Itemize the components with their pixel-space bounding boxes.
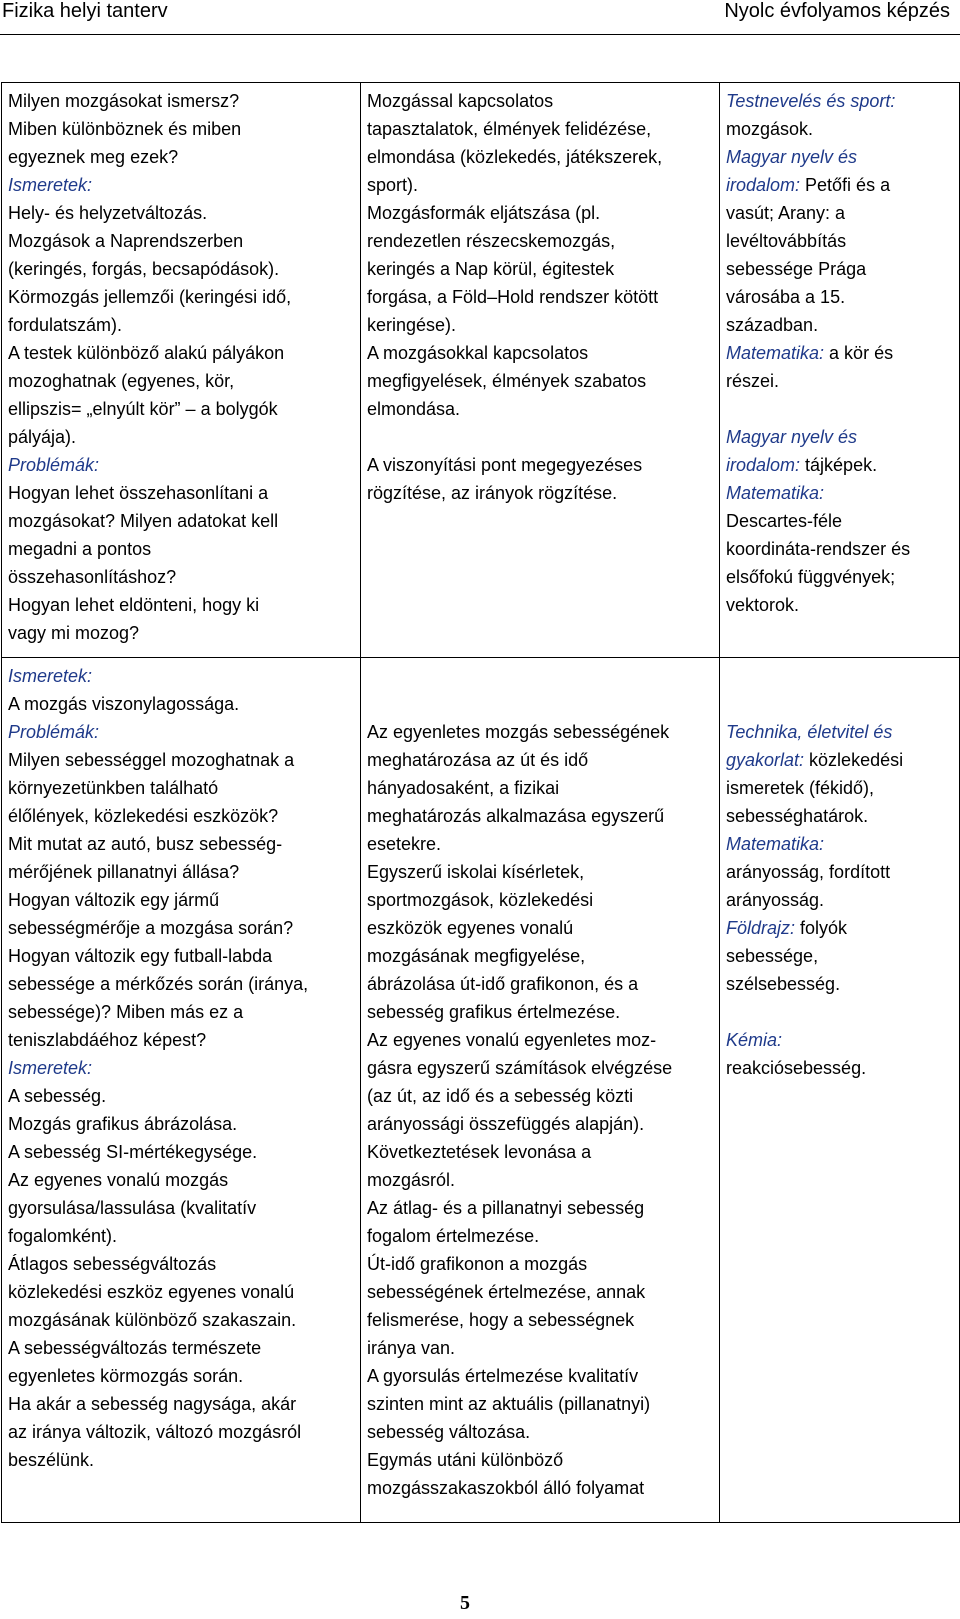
- text-line: Hogyan lehet eldönteni, hogy ki: [8, 595, 260, 615]
- text-line: mozgásról.: [367, 1170, 456, 1190]
- text-line: A viszonyítási pont megegyezéses: [367, 455, 643, 475]
- text-line: szélsebesség.: [726, 974, 841, 994]
- text-line: Átlagos sebességváltozás: [8, 1254, 217, 1274]
- subject-label: Matematika:: [726, 343, 825, 363]
- text-line: sportmozgások, közlekedési: [367, 890, 594, 910]
- text-line: [367, 662, 713, 690]
- text-line: Hogyan változik egy futball-labda: [8, 946, 273, 966]
- text-line: A gyorsulás értelmezése kvalitatív: [367, 1366, 639, 1386]
- text-line: sebesség grafikus értelmezése.: [367, 1002, 621, 1022]
- subject-label: irodalom:: [726, 175, 801, 195]
- text-line: A sebesség SI-mértékegysége.: [8, 1142, 258, 1162]
- text-line: A mozgás viszonylagossága.: [8, 694, 240, 714]
- text-line: [726, 746, 953, 774]
- text-line: gásra egyszerű számítások elvégzése: [367, 1058, 673, 1078]
- text-line: Ha akár a sebesség nagysága, akár: [8, 1394, 297, 1414]
- text-line: Mozgás grafikus ábrázolása.: [8, 1114, 238, 1134]
- text-line: sebessége Prága: [726, 259, 867, 279]
- text-line: Az egyenletes mozgás sebességének: [367, 722, 670, 742]
- text-line: A testek különböző alakú pályákon: [8, 343, 285, 363]
- section-label: Problémák:: [8, 722, 100, 742]
- text-line: fogalomként).: [8, 1226, 118, 1246]
- page-header: [0, 0, 960, 30]
- text-line: pályája).: [8, 427, 77, 447]
- text-fragment: a kör és: [824, 343, 894, 363]
- text-line: szinten mint az aktuális (pillanatnyi): [367, 1394, 651, 1414]
- text-line: keringés a Nap körül, égitestek: [367, 259, 615, 279]
- text-line: sebesség változása.: [367, 1422, 531, 1442]
- text-line: vasút; Arany: a: [726, 203, 846, 223]
- section-label: Magyar nyelv és: [726, 147, 858, 167]
- text-line: levéltovábbítás: [726, 231, 847, 251]
- text-line: reakciósebesség.: [726, 1058, 867, 1078]
- text-line: században.: [726, 315, 819, 335]
- subject-label: gyakorlat:: [726, 750, 805, 770]
- text-line: forgása, a Föld–Hold rendszer kötött: [367, 287, 659, 307]
- text-line: Milyen mozgásokat ismersz?: [8, 91, 240, 111]
- section-label: Magyar nyelv és: [726, 427, 858, 447]
- text-line: (keringés, forgás, becsapódások).: [8, 259, 280, 279]
- text-line: mozgásokat? Milyen adatokat kell: [8, 511, 279, 531]
- text-line: környezetünkben található: [8, 778, 219, 798]
- text-line: Miben különböznek és miben: [8, 119, 242, 139]
- section-label: Testnevelés és sport:: [726, 91, 896, 111]
- text-line: Az egyenes vonalú mozgás: [8, 1170, 229, 1190]
- text-line: elmondása.: [367, 399, 461, 419]
- section-label: Matematika:: [726, 834, 825, 854]
- text-line: sport).: [367, 175, 419, 195]
- text-line: Az átlag- és a pillanatnyi sebesség: [367, 1198, 645, 1218]
- text-line: vagy mi mozog?: [8, 623, 140, 643]
- text-line: rögzítése, az irányok rögzítése.: [367, 483, 618, 503]
- text-line: Mozgásformák eljátszása (pl.: [367, 203, 601, 223]
- text-line: mozoghatnak (egyenes, kör,: [8, 371, 235, 391]
- text-line: keringése).: [367, 315, 457, 335]
- text-line: Hogyan változik egy jármű: [8, 890, 220, 910]
- text-line: Az egyenes vonalú egyenletes moz-: [367, 1030, 657, 1050]
- text-line: fordulatszám).: [8, 315, 123, 335]
- row2-col1-cell: [2, 658, 361, 1523]
- text-line: elsőfokú függvények;: [726, 567, 896, 587]
- text-line: Egyszerű iskolai kísérletek,: [367, 862, 585, 882]
- text-line: beszélünk.: [8, 1450, 95, 1470]
- text-fragment: folyók: [795, 918, 848, 938]
- section-label: Problémák:: [8, 455, 100, 475]
- text-line: Mozgások a Naprendszerben: [8, 231, 244, 251]
- text-line: ismeretek (fékidő),: [726, 778, 875, 798]
- row2-col2-cell: [361, 658, 720, 1523]
- text-line: mérőjének pillanatnyi állása?: [8, 862, 240, 882]
- text-line: arányossági összefüggés alapján).: [367, 1114, 645, 1134]
- section-label: Kémia:: [726, 1030, 783, 1050]
- text-line: felismerése, hogy a sebességnek: [367, 1310, 635, 1330]
- text-line: sebességhatárok.: [726, 806, 869, 826]
- table-row: [2, 658, 960, 1523]
- text-line: [367, 690, 713, 718]
- text-line: ellipszis= „elnyúlt kör” – a bolygók: [8, 399, 278, 419]
- text-line: [726, 395, 953, 423]
- row2-col3-cell: [720, 658, 960, 1523]
- text-line: gyorsulása/lassulása (kvalitatív: [8, 1198, 257, 1218]
- text-line: hányadosaként, a fizikai: [367, 778, 560, 798]
- text-line: mozgásának különböző szakaszain.: [8, 1310, 297, 1330]
- text-line: megadni a pontos: [8, 539, 152, 559]
- text-line: eszközök egyenes vonalú: [367, 918, 574, 938]
- text-line: A mozgásokkal kapcsolatos: [367, 343, 589, 363]
- text-line: [726, 998, 953, 1026]
- text-fragment: közlekedési: [804, 750, 904, 770]
- text-line: [726, 451, 953, 479]
- text-line: iránya van.: [367, 1338, 456, 1358]
- text-line: fogalom értelmezése.: [367, 1226, 540, 1246]
- text-line: [726, 914, 953, 942]
- text-line: Következtetések levonása a: [367, 1142, 592, 1162]
- text-line: mozgásának megfigyelése,: [367, 946, 586, 966]
- text-line: rendezetlen részecskemozgás,: [367, 231, 616, 251]
- text-line: meghatározása az út és idő: [367, 750, 589, 770]
- text-line: [726, 339, 953, 367]
- text-line: tapasztalatok, élmények felidézése,: [367, 119, 652, 139]
- table-row: [2, 83, 960, 658]
- text-line: sebessége,: [726, 946, 819, 966]
- row1-col3-cell: [720, 83, 960, 658]
- text-line: közlekedési eszköz egyenes vonalú: [8, 1282, 295, 1302]
- text-line: [726, 662, 953, 690]
- text-line: esetekre.: [367, 834, 442, 854]
- section-label: Matematika:: [726, 483, 825, 503]
- page-number: 5: [460, 1592, 470, 1614]
- header-title: Fizika helyi tanterv: [2, 0, 168, 22]
- text-line: arányosság, fordított: [726, 862, 891, 882]
- text-line: elmondása (közlekedés, játékszerek,: [367, 147, 663, 167]
- text-line: részei.: [726, 371, 780, 391]
- text-line: sebessége a mérkőzés során (iránya,: [8, 974, 309, 994]
- header-rule: [0, 34, 960, 35]
- text-line: Hogyan lehet összehasonlítani a: [8, 483, 269, 503]
- text-line: egyeznek meg ezek?: [8, 147, 179, 167]
- curriculum-table: [1, 82, 960, 1523]
- section-label: Ismeretek:: [8, 666, 93, 686]
- section-label: Ismeretek:: [8, 175, 93, 195]
- row1-col1-cell: [2, 83, 361, 658]
- text-line: [726, 690, 953, 718]
- text-line: [726, 171, 953, 199]
- text-line: Hely- és helyzetváltozás.: [8, 203, 208, 223]
- text-line: vektorok.: [726, 595, 800, 615]
- text-line: sebességének értelmezése, annak: [367, 1282, 646, 1302]
- row1-col2-cell: [361, 83, 720, 658]
- section-label: Ismeretek:: [8, 1058, 93, 1078]
- text-fragment: Petőfi és a: [800, 175, 891, 195]
- text-line: (az út, az idő és a sebesség közti: [367, 1086, 634, 1106]
- text-line: megfigyelések, élmények szabatos: [367, 371, 647, 391]
- text-line: teniszlabdáéhoz képest?: [8, 1030, 207, 1050]
- text-line: sebessége)? Miben más ez a: [8, 1002, 244, 1022]
- text-line: Egymás utáni különböző: [367, 1450, 564, 1470]
- header-subtitle: Nyolc évfolyamos képzés: [724, 0, 950, 22]
- text-line: egyenletes körmozgás során.: [8, 1366, 244, 1386]
- text-line: élőlények, közlekedési eszközök?: [8, 806, 279, 826]
- text-line: Út-idő grafikonon a mozgás: [367, 1254, 588, 1274]
- text-line: összehasonlításhoz?: [8, 567, 177, 587]
- text-line: ábrázolása út-idő grafikonon, és a: [367, 974, 639, 994]
- section-label: Technika, életvitel és: [726, 722, 893, 742]
- text-line: A sebességváltozás természete: [8, 1338, 262, 1358]
- subject-label: Földrajz:: [726, 918, 796, 938]
- text-line: koordináta-rendszer és: [726, 539, 911, 559]
- text-line: Mit mutat az autó, busz sebesség-: [8, 834, 283, 854]
- text-fragment: tájképek.: [800, 455, 878, 475]
- text-line: Körmozgás jellemzői (keringési idő,: [8, 287, 292, 307]
- text-line: arányosság.: [726, 890, 825, 910]
- text-line: Milyen sebességgel mozoghatnak a: [8, 750, 295, 770]
- text-line: városába a 15.: [726, 287, 846, 307]
- text-line: Descartes-féle: [726, 511, 843, 531]
- text-line: A sebesség.: [8, 1086, 107, 1106]
- text-line: mozgásszakaszokból álló folyamat: [367, 1478, 645, 1498]
- text-line: az iránya változik, változó mozgásról: [8, 1422, 302, 1442]
- text-line: mozgások.: [726, 119, 814, 139]
- text-line: [367, 423, 713, 451]
- text-line: sebességmérője a mozgása során?: [8, 918, 294, 938]
- text-line: Mozgással kapcsolatos: [367, 91, 554, 111]
- text-line: meghatározás alkalmazása egyszerű: [367, 806, 665, 826]
- subject-label: irodalom:: [726, 455, 801, 475]
